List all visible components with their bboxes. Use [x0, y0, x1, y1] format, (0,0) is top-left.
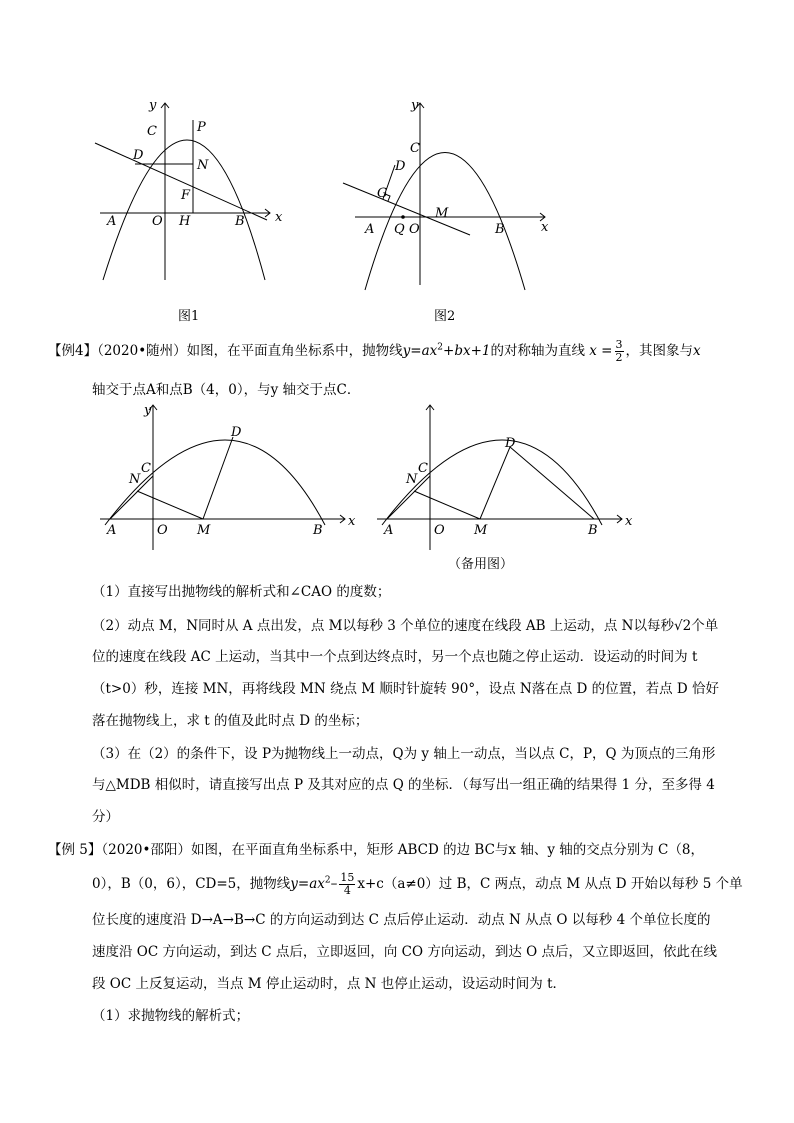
label-q: Q: [394, 222, 405, 237]
figure-1-caption: 图1: [178, 309, 200, 324]
label-b: B: [235, 214, 245, 229]
label-d: D: [395, 159, 406, 174]
text: 个单: [691, 618, 719, 634]
text: 的对称轴为直线: [490, 343, 585, 359]
fraction-15-4: [339, 872, 355, 897]
denominator: 2: [615, 351, 623, 364]
example-5-question-1: （1）求抛物线的解析式；: [92, 1008, 250, 1024]
label-y: y: [149, 98, 157, 113]
numerator: 3: [615, 338, 623, 351]
label-b: B: [588, 523, 598, 538]
question-2-line-3: （t>0）秒，连接 MN，再将线段 MN 绕点 M 顺时针旋转 90°，设点 N落在点 D 的位置，若点 D 恰好: [92, 681, 720, 697]
label-d: D: [133, 148, 144, 163]
label-c: C: [147, 124, 157, 139]
label-n: N: [197, 158, 209, 173]
example-4-tag: 【例4】: [48, 343, 98, 359]
figure-2-caption: 图2: [434, 309, 456, 324]
example-4-line-2: 轴交于点A和点B（4，0），与y 轴交于点C．: [92, 382, 361, 398]
formula: y=ax: [290, 876, 325, 892]
example-4-source: （2020•随州）: [97, 343, 187, 359]
example-5-line-3: 位长度的速度沿 D→A→B→C 的方向运动到达 C 点后停止运动．动点 N 从点 O 以每秒 4 个单位长度的: [92, 912, 711, 928]
example-5-line-2: [92, 872, 743, 897]
figure-2: [335, 95, 560, 295]
numerator: 15: [340, 871, 355, 884]
text: 如图，在平面直角坐标系中，抛物线: [186, 343, 403, 359]
segment-nm: [137, 491, 203, 519]
question-2-line-1: [92, 614, 718, 634]
axis-eq: x =: [589, 343, 613, 359]
minus: –: [330, 876, 338, 892]
formula: y=ax: [402, 343, 438, 359]
label-g: G: [377, 186, 388, 201]
fraction-3-2: [615, 339, 624, 364]
label-x: x: [275, 210, 283, 225]
label-y: y: [144, 403, 152, 418]
figure-4-caption: （备用图）: [448, 557, 514, 572]
label-h: H: [179, 214, 191, 229]
line-ab: [95, 143, 267, 220]
text: 如图，在平面直角坐标系中，矩形 ABCD 的边 BC与x 轴、y 轴的交点分别为 C（8，: [190, 842, 704, 858]
line-gm: [343, 183, 470, 235]
example-5-line-1: [48, 838, 704, 858]
example-5-line-5: 段 OC 上反复运动，当点 M 停止运动时，点 N 也停止运动，设运动时间为 t．: [92, 976, 566, 992]
denominator: 4: [343, 884, 351, 897]
exponent: 2: [437, 342, 444, 353]
label-d: D: [231, 425, 242, 440]
parabola: [103, 140, 265, 280]
question-1: （1）直接写出抛物线的解析式和∠CAO 的度数；: [92, 584, 391, 600]
var-x: x: [693, 343, 701, 359]
label-c: C: [418, 461, 428, 476]
figure-3-graph: [95, 400, 355, 555]
text: x+c（a≠0）过 B，C 两点，动点 M 从点 D 开始以每秒 5 个单: [357, 876, 743, 892]
segment-md: [203, 437, 233, 519]
text: （2）动点 M，N同时从 A 点出发，点 M以每秒 3 个单位的速度在线段 AB 上运动，点 N以每秒: [92, 618, 674, 634]
label-b: B: [313, 523, 323, 538]
label-x: x: [625, 514, 633, 529]
formula: +bx+1: [443, 343, 491, 359]
label-m: M: [197, 523, 211, 538]
question-2-line-2: 位的速度在线段 AC 上运动，当其中一个点到达终点时，另一个点也随之停止运动．设运动的时间为 t: [92, 649, 698, 665]
text: 0），B（0，6），CD=5，抛物线: [92, 876, 291, 892]
example-5-tag: 【例 5】: [48, 842, 102, 858]
label-n: N: [129, 472, 141, 487]
segment-nm: [414, 491, 480, 519]
label-o: O: [152, 214, 163, 229]
question-3-line-3: 分）: [92, 809, 119, 825]
label-a: A: [365, 222, 375, 237]
figure-1-graph: [85, 95, 295, 295]
label-o: O: [409, 222, 420, 237]
figure-4: [372, 400, 632, 555]
label-b: B: [495, 222, 505, 237]
figure-1: [85, 95, 295, 295]
label-c: C: [141, 461, 151, 476]
label-o: O: [157, 523, 168, 538]
figure-2-graph: [335, 95, 560, 295]
label-p: P: [197, 120, 206, 135]
question-2-line-4: 落在抛物线上，求 t 的值及此时点 D 的坐标；: [92, 713, 369, 729]
figure-4-graph: [372, 400, 632, 555]
question-3-line-2: 与△MDB 相似时，请直接写出点 P 及其对应的点 Q 的坐标．（每写出一组正确的结果得 1 分，至多得 4: [92, 777, 715, 793]
label-a: A: [384, 523, 394, 538]
segment-db: [510, 447, 594, 519]
example-5-source: （2020•邵阳）: [101, 842, 191, 858]
label-n: N: [406, 472, 418, 487]
label-f: F: [181, 188, 191, 203]
figure-3: [95, 400, 355, 555]
segment-md: [480, 447, 510, 519]
label-m: M: [474, 523, 488, 538]
label-x: x: [348, 514, 356, 529]
label-a: A: [107, 214, 117, 229]
point-q: [401, 215, 405, 219]
text: ，其图象与: [625, 343, 693, 359]
label-a: A: [107, 523, 117, 538]
example-5-line-4: 速度沿 OC 方向运动，到达 C 点后，立即返回，向 CO 方向运动，到达 O 点后，又立即返回，依此在线: [92, 944, 718, 960]
exponent: 2: [324, 875, 331, 886]
example-4-line-1: [48, 339, 701, 364]
label-y: y: [411, 98, 419, 113]
label-x: x: [541, 220, 549, 235]
label-o: O: [434, 523, 445, 538]
label-m: M: [435, 206, 449, 221]
question-3-line-1: （3）在（2）的条件下，设 P为抛物线上一动点，Q为 y 轴上一动点，当以点 C，P，Q 为顶点的三角形: [92, 746, 716, 762]
sqrt-2: √2: [674, 618, 692, 634]
label-d: D: [505, 436, 516, 451]
label-c: C: [410, 141, 420, 156]
